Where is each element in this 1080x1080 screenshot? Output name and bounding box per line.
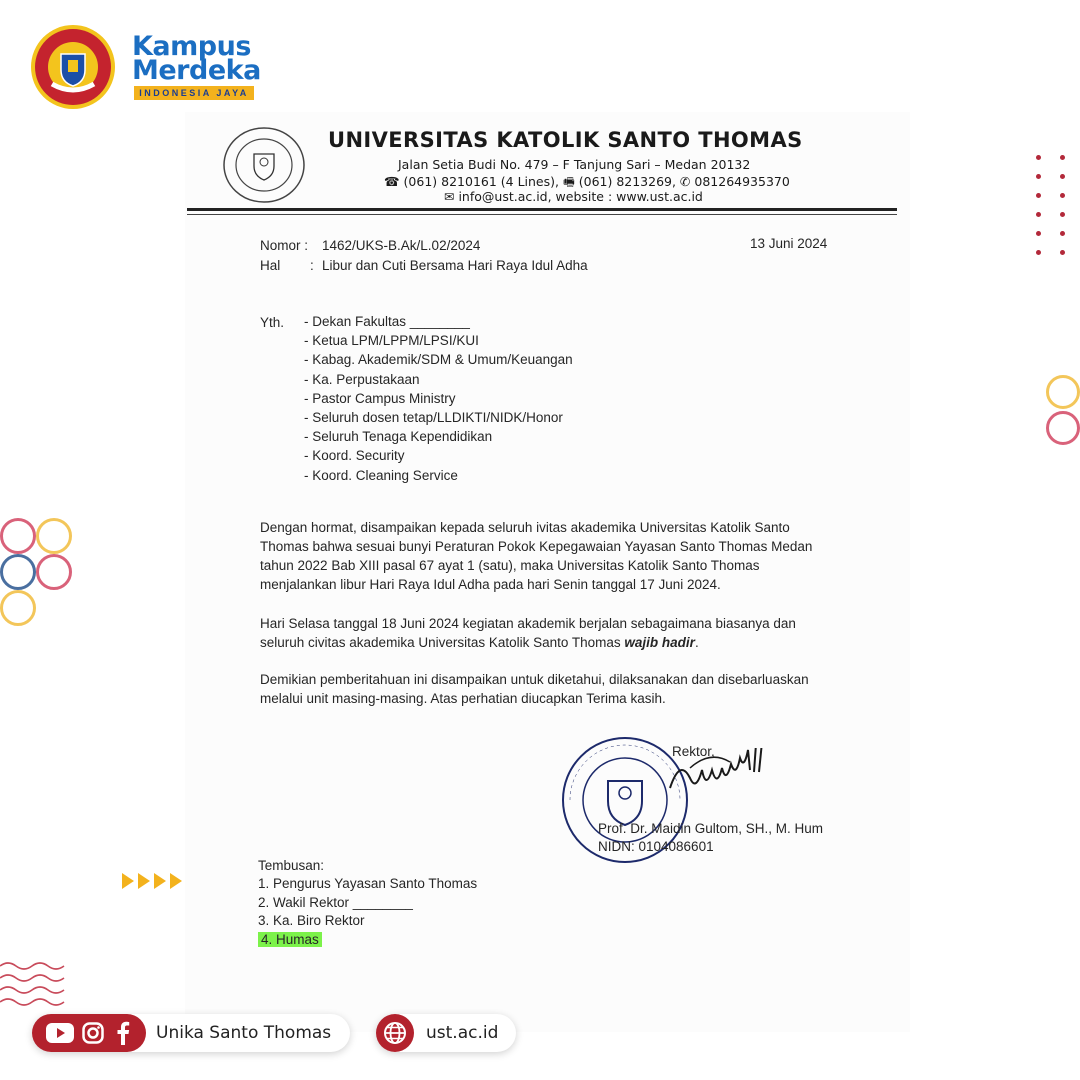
paragraph-line: melalui unit masing-masing. Atas perhatian diucapkan Terima kasih. bbox=[260, 691, 666, 706]
university-name: UNIVERSITAS KATOLIK SANTO THOMAS bbox=[328, 128, 803, 152]
recipient-item: - Koord. Cleaning Service bbox=[304, 467, 458, 483]
kampus-merdeka-logo bbox=[132, 31, 262, 104]
body-paragraph-1 bbox=[260, 518, 842, 594]
signer-id: NIDN: 0104086601 bbox=[598, 839, 714, 854]
chevron-arrows-decoration bbox=[122, 873, 188, 894]
globe-icon bbox=[376, 1014, 414, 1052]
paragraph-line: Dengan hormat, disampaikan kepada seluruh ivitas akademika Universitas Katolik Santo bbox=[260, 520, 790, 535]
signer-name: Prof. Dr. Maidin Gultom, SH., M. Hum bbox=[598, 821, 824, 836]
signer-title: Rektor, bbox=[672, 744, 715, 759]
recipient-list bbox=[304, 314, 573, 487]
phones: ☎ (061) 8210161 (4 Lines), 🖷 (061) 8213269, ✆ 081264935370 bbox=[384, 174, 790, 189]
paragraph-line: menjalankan libur Hari Raya Idul Adha pada hari Senin tanggal 17 Juni 2024. bbox=[260, 577, 721, 592]
recipient-item: - Koord. Security bbox=[304, 448, 405, 464]
recipient-item: - Pastor Campus Ministry bbox=[304, 390, 456, 406]
tembusan-item: 1. Pengurus Yayasan Santo Thomas bbox=[258, 876, 478, 891]
wajib-hadir-text: wajib hadir bbox=[624, 635, 695, 650]
website-pill[interactable] bbox=[376, 1014, 516, 1052]
paragraph-line: Hari Selasa tanggal 18 Juni 2024 kegiatan akademik berjalan sebagaimana biasanya dan bbox=[260, 616, 796, 631]
paragraph-text: . bbox=[694, 635, 699, 650]
social-icons-group bbox=[32, 1014, 146, 1052]
hal-label: Hal bbox=[260, 258, 281, 273]
letterhead-rule bbox=[187, 208, 897, 211]
facebook-icon[interactable] bbox=[116, 1021, 130, 1050]
signature bbox=[660, 748, 800, 808]
recipient-item: - Ketua LPM/LPPM/LPSI/KUI bbox=[304, 333, 479, 349]
letterhead-rule-thin bbox=[187, 214, 897, 215]
recipient-item: - Dekan Fakultas ________ bbox=[304, 314, 470, 329]
nomor-label: Nomor : bbox=[260, 238, 309, 253]
wave-decoration bbox=[0, 960, 66, 1011]
contact: ✉ info@ust.ac.id, website : www.ust.ac.id bbox=[444, 189, 703, 204]
brand-line2: Merdeka bbox=[132, 55, 261, 86]
recipient-item: - Seluruh dosen tetap/LLDIKTI/NIDK/Honor bbox=[304, 409, 563, 425]
letterhead-emblem bbox=[222, 126, 306, 204]
paragraph-line bbox=[260, 633, 842, 652]
social-label: Unika Santo Thomas bbox=[156, 1023, 332, 1043]
brand-tagline: INDONESIA JAYA bbox=[134, 86, 254, 100]
instagram-icon[interactable] bbox=[82, 1022, 104, 1049]
letter-date: 13 Juni 2024 bbox=[750, 236, 828, 251]
body-paragraph-3 bbox=[260, 670, 842, 708]
dot-grid-decoration bbox=[1036, 155, 1076, 255]
address: Jalan Setia Budi No. 479 – F Tanjung Sari – Medan 20132 bbox=[398, 157, 751, 172]
recipient-item: - Ka. Perpustakaan bbox=[304, 371, 420, 387]
recipient-item: - Seluruh Tenaga Kependidikan bbox=[304, 429, 493, 445]
tembusan-item bbox=[258, 932, 477, 951]
social-media-pill[interactable] bbox=[32, 1014, 350, 1052]
university-logo bbox=[30, 24, 116, 110]
recipient-item: - Kabag. Akademik/SDM & Umum/Keuangan bbox=[304, 352, 573, 368]
hal-value: Libur dan Cuti Bersama Hari Raya Idul Adha bbox=[322, 258, 588, 273]
paragraph-text: seluruh civitas akademika Universitas Katolik Santo Thomas bbox=[260, 635, 625, 650]
youtube-icon[interactable] bbox=[46, 1023, 74, 1048]
humas-highlight: 4. Humas bbox=[258, 932, 322, 947]
brand-line1: Kampus bbox=[132, 31, 251, 62]
website-link[interactable]: ust.ac.id bbox=[426, 1023, 499, 1043]
tembusan-item: 3. Ka. Biro Rektor bbox=[258, 913, 365, 928]
paragraph-line: Demikian pemberitahuan ini disampaikan untuk diketahui, dilaksanakan dan disebarluaskan bbox=[260, 672, 809, 687]
body-paragraph-2 bbox=[260, 614, 842, 652]
tembusan-item: 2. Wakil Rektor ________ bbox=[258, 894, 413, 910]
tembusan-label: Tembusan: bbox=[258, 858, 325, 873]
yth-label: Yth. bbox=[260, 315, 285, 330]
paragraph-line: Thomas bahwa sesuai bunyi Peraturan Pokok Kepegawaian Yayasan Santo Thomas Medan bbox=[260, 539, 813, 554]
nomor-value: 1462/UKS-B.Ak/L.02/2024 bbox=[322, 238, 481, 253]
tembusan-list bbox=[258, 876, 477, 950]
hal-separator: : bbox=[310, 258, 314, 273]
paragraph-line: tahun 2022 Bab XIII pasal 67 ayat 1 (satu), maka Universitas Katolik Santo Thomas bbox=[260, 558, 760, 573]
